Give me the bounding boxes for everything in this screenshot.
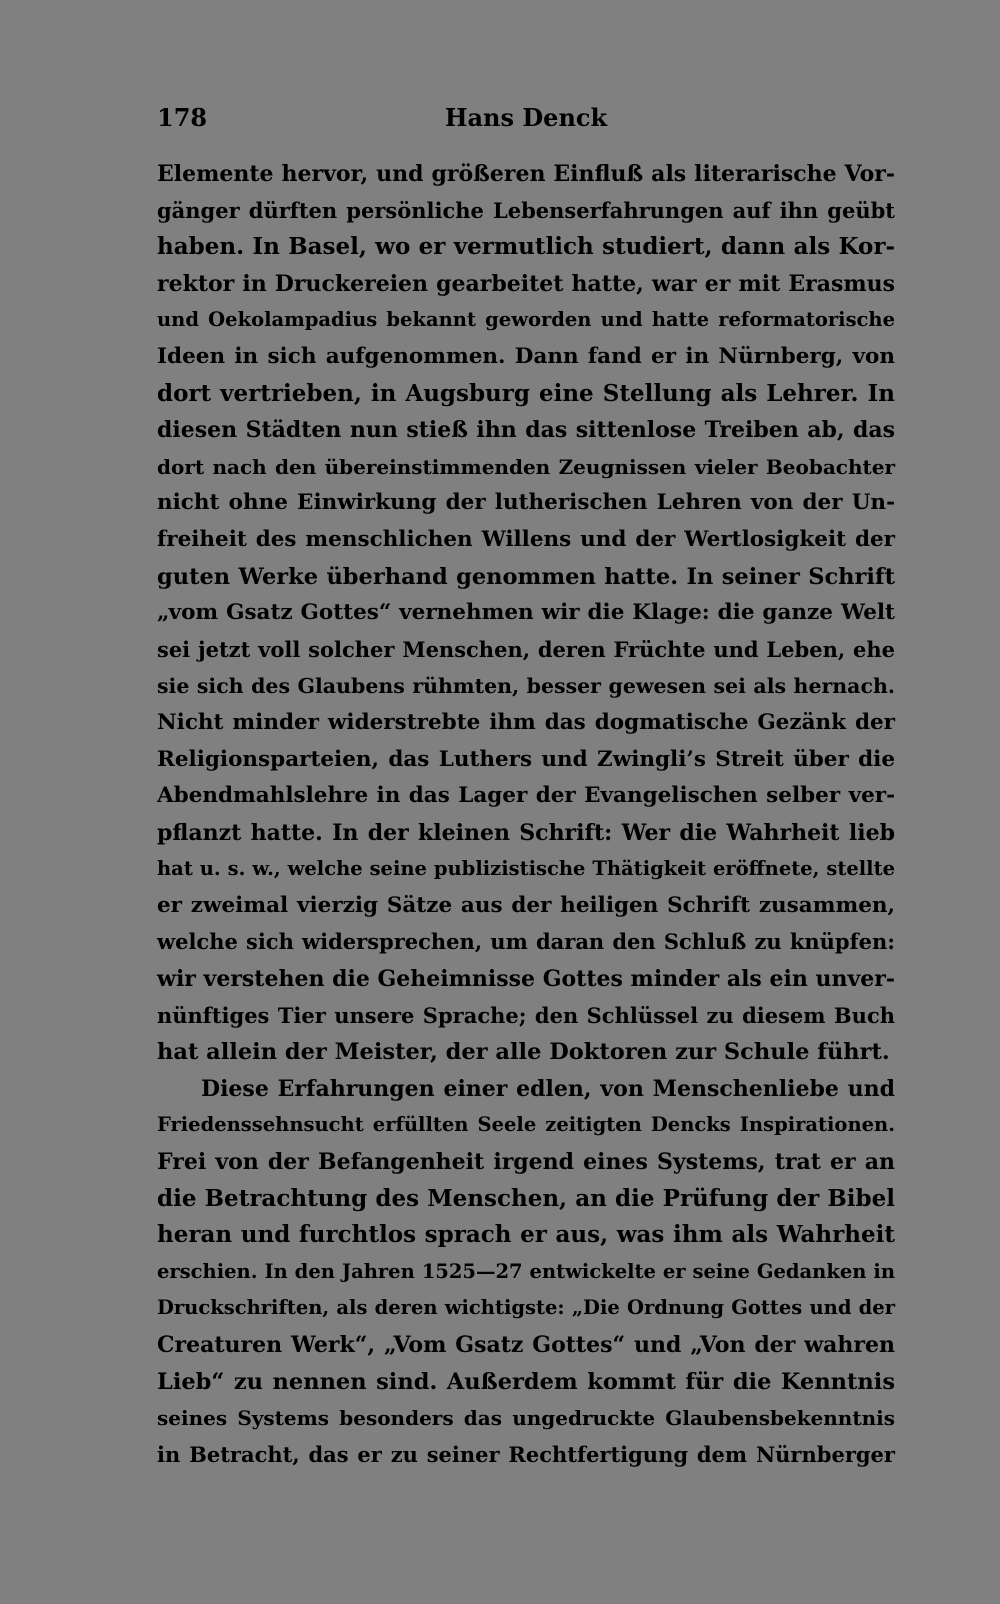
text-line: Friedenssehnsucht erfüllten Seele zeitigten Dencks Inspirationen.	[157, 1113, 895, 1137]
text-line: nicht ohne Einwirkung der lutherischen Lehren von der Un-	[157, 490, 895, 516]
text-line: welche sich widersprechen, um daran den Schluß zu knüpfen:	[157, 929, 895, 955]
text-line: guten Werke überhand genommen hatte. In seiner Schrift	[157, 563, 895, 590]
text-line: hat allein der Meister, der alle Doktoren zur Schule führt.	[157, 1039, 890, 1066]
text-line: sei jetzt voll solcher Menschen, deren Früchte und Leben, ehe	[157, 636, 895, 662]
text-line: Religionsparteien, das Luthers und Zwingli’s Streit über die	[157, 746, 895, 772]
text-line: Abendmahlslehre in das Lager der Evangelischen selber ver-	[157, 783, 895, 809]
text-line: Creaturen Werk“, „Vom Gsatz Gottes“ und „Von der wahren	[157, 1332, 895, 1358]
text-line: Ideen in sich aufgenommen. Dann fand er in Nürnberg, von	[157, 343, 895, 369]
text-line: dort vertrieben, in Augsburg eine Stellung als Lehrer. In	[157, 379, 895, 407]
text-line: pflanzt hatte. In der kleinen Schrift: Wer die Wahrheit lieb	[157, 819, 895, 846]
text-line: die Betrachtung des Menschen, an die Prüfung der Bibel	[157, 1184, 895, 1212]
text-line: rektor in Druckereien gearbeitet hatte, war er mit Erasmus	[157, 270, 895, 297]
text-line: Lieb“ zu nennen sind. Außerdem kommt für die Kenntnis	[157, 1368, 895, 1395]
text-line: freiheit des menschlichen Willens und der Wertlosigkeit der	[157, 526, 895, 552]
paragraph	[157, 1071, 895, 1474]
text-line: dort nach den übereinstimmenden Zeugnissen vieler Beobachter	[157, 454, 895, 479]
running-head	[157, 98, 895, 138]
text-line: Diese Erfahrungen einer edlen, von Menschenliebe und	[201, 1075, 895, 1102]
running-title: Hans Denck	[444, 103, 608, 132]
text-line: Elemente hervor, und größeren Einfluß als literarische Vor-	[157, 161, 895, 187]
text-line: hat u. s. w., welche seine publizistische Thätigkeit eröffnete, stellte	[157, 857, 895, 881]
text-line: Nicht minder widerstrebte ihm das dogmatische Gezänk der	[157, 709, 895, 735]
text-line: erschien. In den Jahren 1525—27 entwickelte er seine Gedanken in	[157, 1259, 895, 1283]
text-line: er zweimal vierzig Sätze aus der heiligen Schrift zusammen,	[157, 892, 895, 918]
body-text	[157, 156, 895, 1473]
text-line: gänger dürften persönliche Lebenserfahrungen auf ihn geübt	[157, 197, 895, 223]
text-line: in Betracht, das er zu seiner Rechtfertigung dem Nürnberger	[157, 1441, 895, 1467]
text-line: Druckschriften, als deren wichtigste: „Die Ordnung Gottes und der	[157, 1296, 895, 1320]
text-line: seines Systems besonders das ungedruckte Glaubensbekenntnis	[157, 1406, 895, 1431]
text-line: wir verstehen die Geheimnisse Gottes minder als ein unver-	[157, 966, 895, 993]
text-line: heran und furchtlos sprach er aus, was ihm als Wahrheit	[157, 1221, 895, 1249]
text-line: und Oekolampadius bekannt geworden und hatte reformatorische	[157, 308, 895, 332]
text-line: haben. In Basel, wo er vermutlich studiert, dann als Kor-	[157, 233, 895, 261]
text-line: nünftiges Tier unsere Sprache; den Schlüssel zu diesem Buch	[157, 1002, 895, 1028]
text-line: „vom Gsatz Gottes“ vernehmen wir die Klage: die ganze Welt	[157, 600, 895, 626]
paragraph	[157, 156, 895, 1071]
text-line: sie sich des Glaubens rühmten, besser gewesen sei als hernach.	[157, 674, 895, 699]
text-line: Frei von der Befangenheit irgend eines Systems, trat er an	[157, 1149, 895, 1176]
text-line: diesen Städten nun stieß ihn das sittenlose Treiben ab, das	[157, 417, 895, 444]
page-number: 178	[157, 103, 208, 132]
